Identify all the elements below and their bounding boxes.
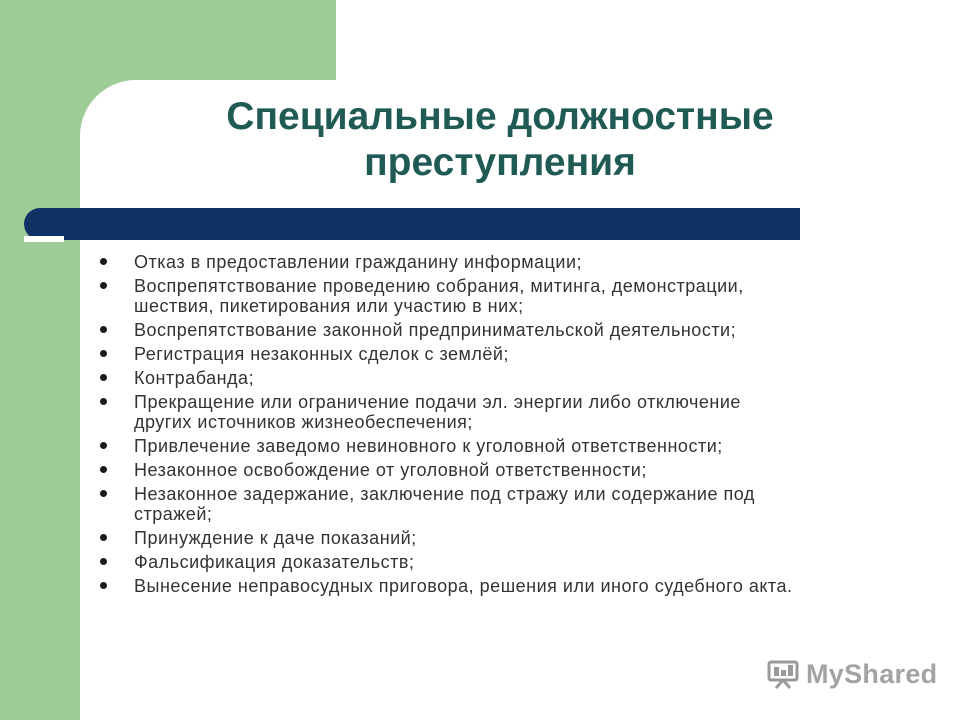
slide-title-line-1: Специальные должностные	[226, 95, 774, 138]
list-item-text: Привлечение заведомо невиновного к уголовной ответственности;	[134, 436, 723, 456]
watermark-label: MyShared	[806, 658, 938, 689]
bullet-dot-icon	[100, 490, 107, 497]
list-item	[100, 552, 900, 572]
presentation-board-icon	[766, 657, 800, 691]
list-item	[100, 576, 900, 596]
list-item	[100, 436, 900, 456]
list-item	[100, 252, 900, 272]
bullet-dot-icon	[100, 282, 107, 289]
list-item-text: Фальсификация доказательств;	[134, 552, 415, 572]
offense-list	[100, 252, 900, 600]
myshared-watermark[interactable]	[766, 656, 937, 692]
list-item	[100, 528, 900, 548]
bullet-dot-icon	[100, 534, 107, 541]
list-item-text: Воспрепятствование проведению собрания, митинга, демонстрации,	[134, 276, 744, 296]
bullet-dot-icon	[100, 258, 107, 265]
list-item-text: Регистрация незаконных сделок с землёй;	[134, 344, 509, 364]
list-item	[100, 320, 900, 340]
list-item	[100, 276, 900, 316]
bullet-dot-icon	[100, 442, 107, 449]
list-item-text: Принуждение к даче показаний;	[134, 528, 417, 548]
bullet-dot-icon	[100, 582, 107, 589]
title-underline-bar	[24, 208, 800, 240]
list-item-text: Вынесение неправосудных приговора, решения или иного судебного акта.	[134, 576, 793, 596]
list-item-text: Незаконное освобождение от уголовной ответственности;	[134, 460, 647, 480]
bullet-dot-icon	[100, 558, 107, 565]
list-item	[100, 484, 900, 524]
list-item-text: Прекращение или ограничение подачи эл. энергии либо отключение	[134, 392, 741, 412]
bullet-dot-icon	[100, 466, 107, 473]
list-item	[100, 344, 900, 364]
list-item-text: Отказ в предоставлении гражданину информации;	[134, 252, 583, 272]
bullet-dot-icon	[100, 398, 107, 405]
list-item	[100, 392, 900, 432]
list-item	[100, 460, 900, 480]
bullet-dot-icon	[100, 326, 107, 333]
list-item-text-continued: шествия, пикетирования или участию в них;	[134, 296, 524, 316]
bullet-dot-icon	[100, 350, 107, 357]
list-item-text: Незаконное задержание, заключение под стражу или содержание под	[134, 484, 755, 504]
slide-title-line-2: преступления	[364, 141, 636, 184]
bullet-dot-icon	[100, 374, 107, 381]
list-item-text: Воспрепятствование законной предпринимательской деятельности;	[134, 320, 737, 340]
list-item-text: Контрабанда;	[134, 368, 255, 388]
title-bar-notch	[24, 236, 64, 242]
list-item-text-continued: других источников жизнеобеспечения;	[134, 412, 473, 432]
slide-title	[100, 94, 900, 186]
list-item	[100, 368, 900, 388]
list-item-text-continued: стражей;	[134, 504, 213, 524]
